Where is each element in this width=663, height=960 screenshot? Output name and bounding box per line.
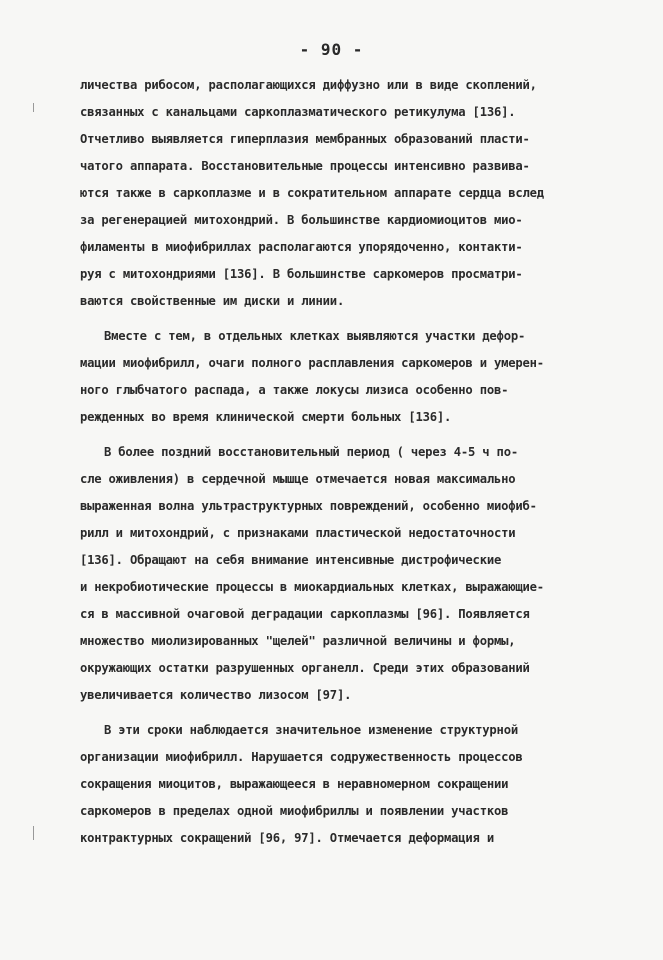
page-number: - 90 - (299, 40, 364, 59)
text-line: ся в массивной очаговой деградации саркоплазмы [96]. Появляется (80, 607, 530, 621)
text-line: выраженная волна ультраструктурных повреждений, особенно миофиб- (80, 499, 537, 513)
text-line: контрактурных сокращений [96, 97]. Отмечается деформация и (80, 831, 494, 845)
text-line: ного глыбчатого распада, а также локусы лизиса особенно пов- (80, 383, 509, 397)
document-body (80, 72, 600, 852)
text-line: руя с митохондриями [136]. В большинстве саркомеров просматри- (80, 267, 523, 281)
text-line: увеличивается количество лизосом [97]. (80, 688, 352, 702)
text-line: режденных во время клинической смерти больных [136]. (80, 410, 452, 424)
text-line: за регенерацией митохондрий. В большинстве кардиомиоцитов мио- (80, 213, 523, 227)
text-line: организации миофибрилл. Нарушается содружественность процессов (80, 750, 523, 764)
text-line: филаменты в миофибриллах располагаются упорядоченно, контакти- (80, 240, 523, 254)
text-line: ваются свойственные им диски и линии. (80, 294, 345, 308)
margin-mark (33, 103, 34, 112)
text-line: связанных с канальцами саркоплазматического ретикулума [136]. (80, 105, 516, 119)
text-line: сле оживления) в сердечной мышце отмечается новая максимально (80, 472, 516, 486)
margin-mark (33, 826, 34, 840)
text-line: саркомеров в пределах одной миофибриллы и появлении участков (80, 804, 509, 818)
text-line: ются также в саркоплазме и в сократительном аппарате сердца вслед (80, 186, 544, 200)
text-line: множество миолизированных "щелей" различной величины и формы, (80, 634, 516, 648)
text-line: мации миофибрилл, очаги полного расплавления саркомеров и умерен- (80, 356, 544, 370)
text-line: личества рибосом, располагающихся диффузно или в виде скоплений, (80, 78, 537, 92)
paragraph-start: Вместе с тем, в отдельных клетках выявляются участки дефор- (104, 329, 526, 343)
text-line: рилл и митохондрий, с признаками пластической недостаточности (80, 526, 516, 540)
paragraph-start: В более поздний восстановительный период ( через 4-5 ч по- (104, 445, 518, 459)
text-line: Отчетливо выявляется гиперплазия мембранных образований пласти- (80, 132, 530, 146)
text-line: сокращения миоцитов, выражающееся в неравномерном сокращении (80, 777, 509, 791)
text-line: и некробиотические процессы в миокардиальных клетках, выражающие- (80, 580, 544, 594)
text-line: окружающих остатки разрушенных органелл. Среди этих образований (80, 661, 530, 675)
text-line: [136]. Обращают на себя внимание интенсивные дистрофические (80, 553, 502, 567)
paragraph-start: В эти сроки наблюдается значительное изменение структурной (104, 723, 518, 737)
text-line: чатого аппарата. Восстановительные процессы интенсивно развива- (80, 159, 530, 173)
